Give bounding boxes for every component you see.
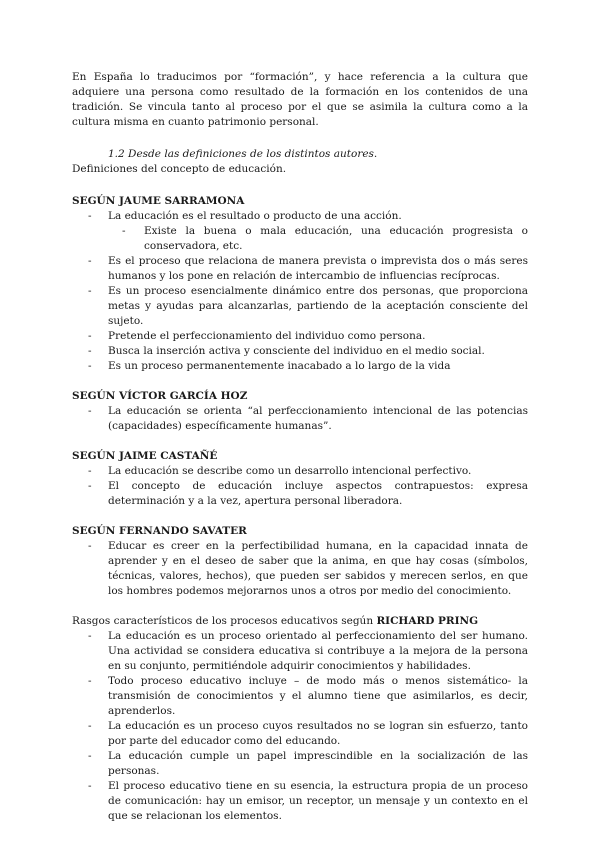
bullet-dash: -: [88, 480, 92, 492]
list-item: - El concepto de educación incluye aspectos contrapuestos: expresa determinación y a la vez, apertura personal liberadora.: [88, 480, 528, 507]
bullet-dash: -: [88, 345, 92, 357]
list-item: - Educar es creer en la perfectibilidad humana, en la capacidad innata de aprender y en el deseo de saber que la anima, en que hay cosas (símbolos, técnicas, valores, hechos), que pueden ser sabidos y merecen serlos, en que los hombres podemos mejorarnos unos a otros por medio del conocimiento.: [88, 540, 528, 597]
section-heading-castane: SEGÚN JAIME CASTAÑÉ: [72, 450, 218, 462]
list-item-nested: - Existe la buena o mala educación, una educación progresista o conservadora, etc.: [122, 225, 528, 252]
list-item: - La educación se describe como un desarrollo intencional perfectivo.: [88, 465, 472, 477]
definitions-intro: Definiciones del concepto de educación.: [72, 163, 287, 175]
rasgos-intro: Rasgos característicos de los procesos educativos según RICHARD PRING: [72, 615, 479, 627]
list-item: - La educación es el resultado o producto de una acción.: [88, 210, 402, 222]
bullet-dash: -: [88, 255, 92, 267]
list-item: - Es un proceso esencialmente dinámico entre dos personas, que proporciona metas y ayudas para alcanzarlas, partiendo de la aceptación consciente del sujeto.: [88, 285, 528, 327]
list-item: - Es un proceso permanentemente inacabado a lo largo de la vida: [88, 360, 451, 372]
bullet-dash: -: [88, 750, 92, 762]
bullet-dash: -: [88, 285, 92, 297]
list-item: - Pretende el perfeccionamiento del individuo como persona.: [88, 330, 426, 342]
pring-list: [72, 629, 528, 824]
rasgos-author: RICHARD PRING: [376, 615, 479, 627]
bullet-dash: -: [88, 675, 92, 687]
section-heading-savater: SEGÚN FERNANDO SAVATER: [72, 525, 247, 537]
bullet-dash: -: [88, 330, 92, 342]
bullet-dash: -: [122, 225, 126, 237]
bullet-dash: -: [88, 465, 92, 477]
document-page: [72, 70, 528, 824]
bullet-dash: -: [88, 780, 92, 792]
bullet-dash: -: [88, 360, 92, 372]
bullet-dash: -: [88, 630, 92, 642]
garcia-hoz-list: [72, 404, 528, 434]
section-heading-garcia-hoz: SEGÚN VÍCTOR GARCÍA HOZ: [72, 390, 248, 402]
list-item: - La educación es un proceso cuyos resultados no se logran sin esfuerzo, tanto por parte del educador como del educando.: [88, 720, 528, 747]
list-item: - La educación se orienta “al perfeccionamiento intencional de las potencias (capacidades) específicamente humanas”.: [88, 405, 528, 432]
castane-list: [72, 464, 528, 509]
bullet-dash: -: [88, 540, 92, 552]
list-item: - El proceso educativo tiene en su esencia, la estructura propia de un proceso de comunicación: hay un emisor, un receptor, un mensaje y un contexto en el que se relacionan los elementos.: [88, 780, 528, 822]
list-item: - Busca la inserción activa y consciente del individuo en el medio social.: [88, 345, 485, 357]
list-item: - Todo proceso educativo incluye – de modo más o menos sistemático- la transmisión de conocimientos y el alumno tiene que asimilarlos, es decir, aprenderlos.: [88, 675, 528, 717]
list-item: - Es el proceso que relaciona de manera prevista o imprevista dos o más seres humanos y los pone en relación de intercambio de influencias recíprocas.: [88, 255, 528, 282]
list-item: - La educación es un proceso orientado al perfeccionamiento del ser humano. Una actividad se considera educativa si contribuye a la mejora de la persona en su conjunto, permitiéndole adquirir conocimientos y habilidades.: [88, 630, 528, 672]
intro-paragraph: En España lo traducimos por “formación”, y hace referencia a la cultura que adquiere una persona como resultado de la formación en los contenidos de una tradición. Se vincula tanto al proceso por el que se asimila la cultura como a la cultura misma en cuanto patrimonio personal.: [72, 71, 528, 128]
subsection-title: 1.2 Desde las definiciones de los distintos autores.: [108, 148, 378, 160]
section-heading-sarramona: SEGÚN JAUME SARRAMONA: [72, 195, 245, 207]
bullet-dash: -: [88, 405, 92, 417]
bullet-dash: -: [88, 210, 92, 222]
sarramona-list: [72, 209, 528, 374]
bullet-dash: -: [88, 720, 92, 732]
savater-list: [72, 539, 528, 599]
list-item: - La educación cumple un papel imprescindible en la socialización de las personas.: [88, 750, 528, 777]
